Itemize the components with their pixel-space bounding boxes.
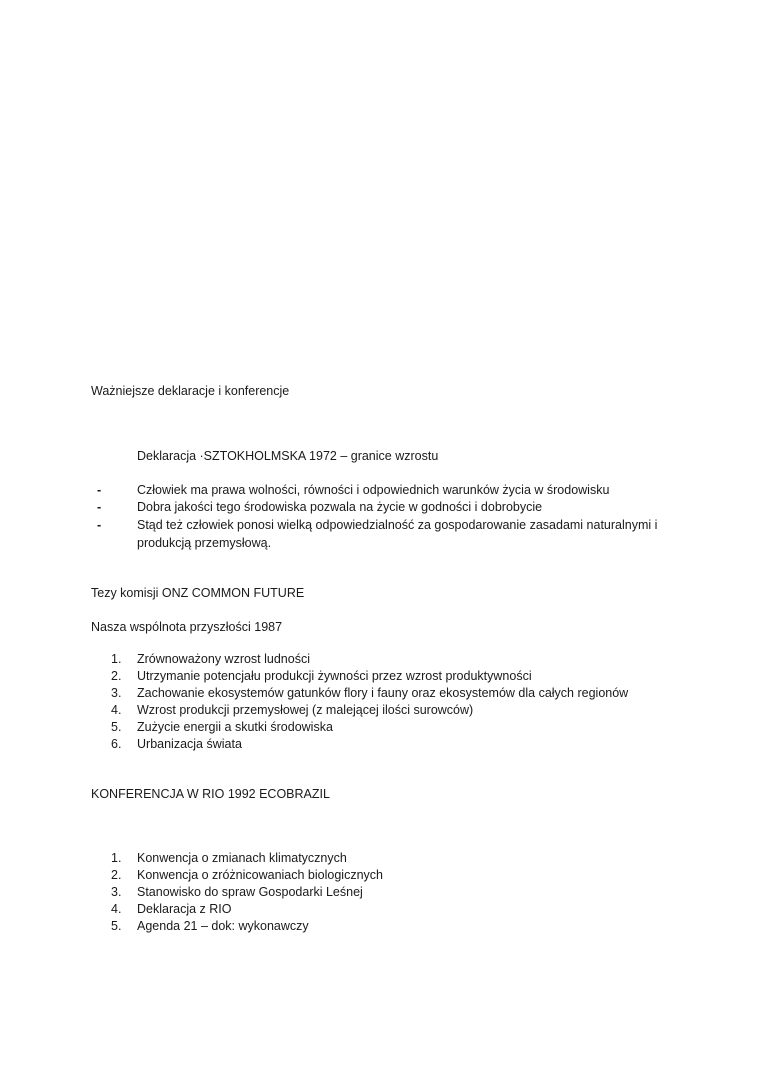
list-number: 3.	[111, 686, 122, 700]
list-number: 5.	[111, 720, 122, 734]
list-number: 3.	[111, 885, 122, 899]
list-number: 2.	[111, 868, 122, 882]
rio-title: KONFERENCJA W RIO 1992 ECOBRAZIL	[91, 787, 330, 801]
onz-title: Tezy komisji ONZ COMMON FUTURE	[91, 586, 305, 600]
list-item: Konwencja o zmianach klimatycznych	[137, 851, 347, 865]
list-item: Wzrost produkcji przemysłowej (z malejącej ilości surowców)	[137, 703, 474, 717]
bullet-marker: -	[97, 500, 102, 514]
list-item: Zużycie energii a skutki środowiska	[137, 720, 333, 734]
stockholm-title: Deklaracja ·SZTOKHOLMSKA 1972 – granice wzrostu	[137, 449, 439, 463]
onz-subtitle: Nasza wspólnota przyszłości 1987	[91, 620, 283, 634]
list-item: Agenda 21 – dok: wykonawczy	[137, 919, 309, 933]
list-item: Konwencja o zróżnicowaniach biologicznych	[137, 868, 383, 882]
bullet-marker: -	[97, 518, 102, 532]
bullet-marker: -	[97, 483, 102, 497]
list-item: Urbanizacja świata	[137, 737, 242, 751]
list-item: Dobra jakości tego środowiska pozwala na życie w godności i dobrobycie	[137, 500, 543, 514]
list-item: Stanowisko do spraw Gospodarki Leśnej	[137, 885, 363, 899]
list-item: Utrzymanie potencjału produkcji żywności przez wzrost produktywności	[137, 669, 532, 683]
document-heading: Ważniejsze deklaracje i konferencje	[91, 384, 290, 398]
list-number: 4.	[111, 703, 122, 717]
list-item: Deklaracja z RIO	[137, 902, 232, 916]
list-item: Stąd też człowiek ponosi wielką odpowiedzialność za gospodarowanie zasadami naturalnymi i	[137, 518, 658, 532]
list-item-continuation: produkcją przemysłową.	[137, 536, 272, 550]
list-number: 2.	[111, 669, 122, 683]
list-number: 1.	[111, 652, 122, 666]
list-item: Człowiek ma prawa wolności, równości i odpowiednich warunków życia w środowisku	[137, 483, 610, 497]
list-item: Zachowanie ekosystemów gatunków flory i fauny oraz ekosystemów dla całych regionów	[137, 686, 629, 700]
list-number: 5.	[111, 919, 122, 933]
list-number: 6.	[111, 737, 122, 751]
list-number: 4.	[111, 902, 122, 916]
list-number: 1.	[111, 851, 122, 865]
list-item: Zrównoważony wzrost ludności	[137, 652, 310, 666]
